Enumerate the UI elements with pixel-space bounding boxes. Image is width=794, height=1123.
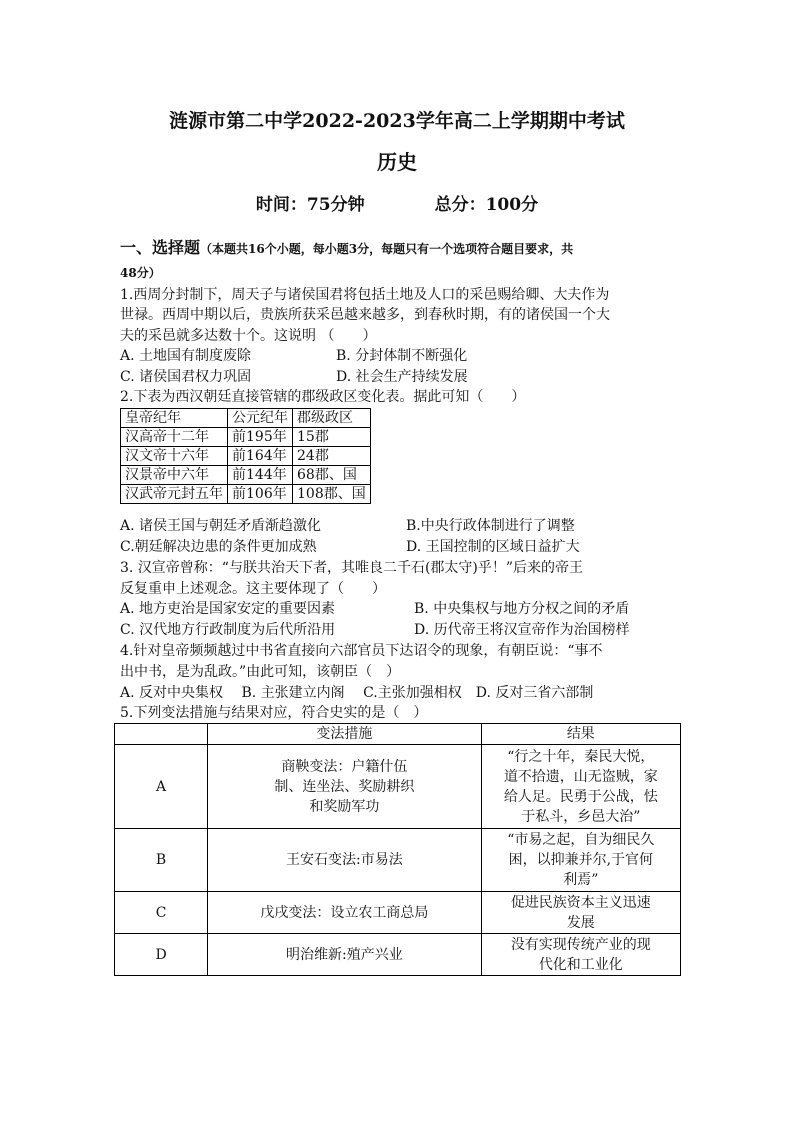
section-note-cont: 48分）	[120, 266, 161, 280]
q2-option-a[interactable]: A. 诸侯王国与朝廷矛盾渐趋激化	[120, 518, 322, 534]
table-header-row	[115, 724, 681, 745]
measure-line: 商鞅变法：户籍什伍	[281, 758, 408, 775]
table-cell-label: A	[115, 745, 208, 829]
q2-option-d[interactable]: D. 王国控制的区域日益扩大	[406, 539, 580, 555]
measure-line: 明治维新:殖产兴业	[286, 946, 403, 963]
q2-option-b[interactable]: B.中央行政体制进行了调整	[406, 518, 575, 534]
result-line: “市易之起，自为细民久	[507, 832, 655, 848]
q3-line-2: 反复重申上述观念。这主要体现了（ ）	[120, 581, 386, 597]
table-cell-measure	[208, 829, 481, 892]
table-header-cell: 变法措施	[208, 724, 481, 745]
table-row	[121, 447, 371, 466]
q3-option-d[interactable]: D. 历代帝王将汉宣帝作为治国榜样	[414, 622, 630, 638]
result-line: 困，以抑兼并尔,于官何	[508, 852, 654, 868]
table-row	[115, 934, 681, 976]
q5-table	[114, 723, 681, 976]
measure-line: 戊戌变法：设立农工商总局	[260, 904, 429, 921]
result-line: 给人足。民勇于公战，怯	[503, 788, 658, 805]
result-line: 于私斗，乡邑大治”	[521, 808, 641, 825]
q3-option-b[interactable]: B. 中央集权与地方分权之间的矛盾	[414, 601, 630, 617]
table-cell-measure	[208, 934, 481, 976]
table-cell: 68郡、国	[293, 466, 371, 485]
section-note: （本题共16个小题，每小题3分，每题只有一个选项符合题目要求，共	[200, 242, 574, 256]
result-line: 发展	[566, 914, 595, 931]
table-row	[115, 829, 681, 892]
q1-option-d[interactable]: D. 社会生产持续发展	[336, 369, 468, 385]
table-cell-result	[481, 934, 680, 976]
measure-line: 王安石变法:市易法	[286, 852, 403, 868]
q4-line-1: 4.针对皇帝频频越过中书省直接向六部官员下达诏令的现象，有朝臣说：“事不	[120, 643, 603, 659]
table-header-row	[121, 409, 371, 428]
q3-option-c[interactable]: C. 汉代地方行政制度为后代所沿用	[120, 622, 336, 638]
q3-option-a[interactable]: A. 地方吏治是国家安定的重要因素	[120, 601, 336, 617]
q1-line-2: 世禄。西周中期以后，贵族所获采邑越来越多，到春秋时期，有的诸侯国一个大	[120, 307, 610, 323]
table-cell: 前144年	[228, 466, 293, 485]
table-cell: 108郡、国	[293, 485, 371, 504]
table-cell-measure	[208, 892, 481, 934]
table-cell: 15郡	[293, 428, 371, 447]
table-row	[121, 485, 371, 504]
table-cell-result	[481, 745, 680, 829]
table-cell: 汉文帝十六年	[121, 447, 228, 466]
result-line: 代化和工业化	[538, 956, 623, 973]
table-cell-measure	[208, 745, 481, 829]
table-cell: 前164年	[228, 447, 293, 466]
table-row	[121, 428, 371, 447]
q1-option-b[interactable]: B. 分封体制不断强化	[336, 348, 468, 364]
exam-total: 总分：100分	[434, 195, 539, 215]
q3-line-1: 3. 汉宣帝曾称：“与朕共治天下者，其唯良二千石(郡太守)乎！”后来的帝王	[120, 560, 584, 576]
section-title: 一、选择题	[120, 238, 201, 257]
result-line: 促进民族资本主义迅速	[510, 894, 651, 911]
table-cell-label: B	[115, 829, 208, 892]
subject-title: 历史	[377, 150, 417, 174]
exam-info	[0, 190, 794, 215]
table-cell: 汉高帝十二年	[121, 428, 228, 447]
exam-title: 涟源市第二中学2022-2023学年高二上学期期中考试	[169, 110, 625, 132]
q4-options[interactable]: A. 反对中央集权 B. 主张建立内阁 C.主张加强相权 D. 反对三省六部制	[120, 685, 594, 701]
q2-stem: 2.下表为西汉朝廷直接管辖的郡级政区变化表。据此可知（ ）	[120, 389, 526, 405]
table-cell: 24郡	[293, 447, 371, 466]
table-header-cell: 公元纪年	[228, 409, 293, 428]
q1-line-1: 1.西周分封制下，周天子与诸侯国君将包括土地及人口的采邑赐给卿、大夫作为	[120, 287, 610, 303]
table-cell-label: C	[115, 892, 208, 934]
result-line: “行之十年，秦民大悦，	[507, 748, 655, 765]
section-heading	[120, 235, 680, 258]
table-header-cell: 皇帝纪年	[121, 409, 228, 428]
q4-line-2: 出中书，是为乱政。”由此可知，该朝臣（ ）	[120, 664, 401, 680]
table-row	[115, 892, 681, 934]
table-header-cell	[115, 724, 208, 745]
measure-line: 制、连坐法、奖励耕织	[274, 778, 415, 795]
result-line: 利焉”	[563, 872, 599, 888]
table-cell: 前195年	[228, 428, 293, 447]
q2-option-c[interactable]: C.朝廷解决边患的条件更加成熟	[120, 539, 317, 555]
table-cell-label: D	[115, 934, 208, 976]
q2-table	[120, 408, 371, 504]
q1-option-c[interactable]: C. 诸侯国君权力巩固	[120, 369, 252, 385]
exam-time: 时间：75分钟	[255, 195, 365, 215]
table-cell-result	[481, 829, 680, 892]
q1-line-3: 夫的采邑就多达数十个。这说明 （ ）	[120, 328, 377, 344]
q5-stem: 5.下列变法措施与结果对应，符合史实的是（ ）	[120, 705, 428, 721]
table-row	[115, 745, 681, 829]
table-cell-result	[481, 892, 680, 934]
measure-line: 和奖励军功	[309, 798, 380, 815]
result-line: 道不拾遗，山无盗贼，家	[503, 768, 658, 785]
table-header-cell: 郡级政区	[293, 409, 371, 428]
table-cell: 汉武帝元封五年	[121, 485, 228, 504]
table-row	[121, 466, 371, 485]
table-cell: 前106年	[228, 485, 293, 504]
q1-option-a[interactable]: A. 土地国有制度废除	[120, 348, 252, 364]
result-line: 没有实现传统产业的现	[510, 936, 651, 953]
table-header-cell: 结果	[481, 724, 680, 745]
table-cell: 汉景帝中六年	[121, 466, 228, 485]
